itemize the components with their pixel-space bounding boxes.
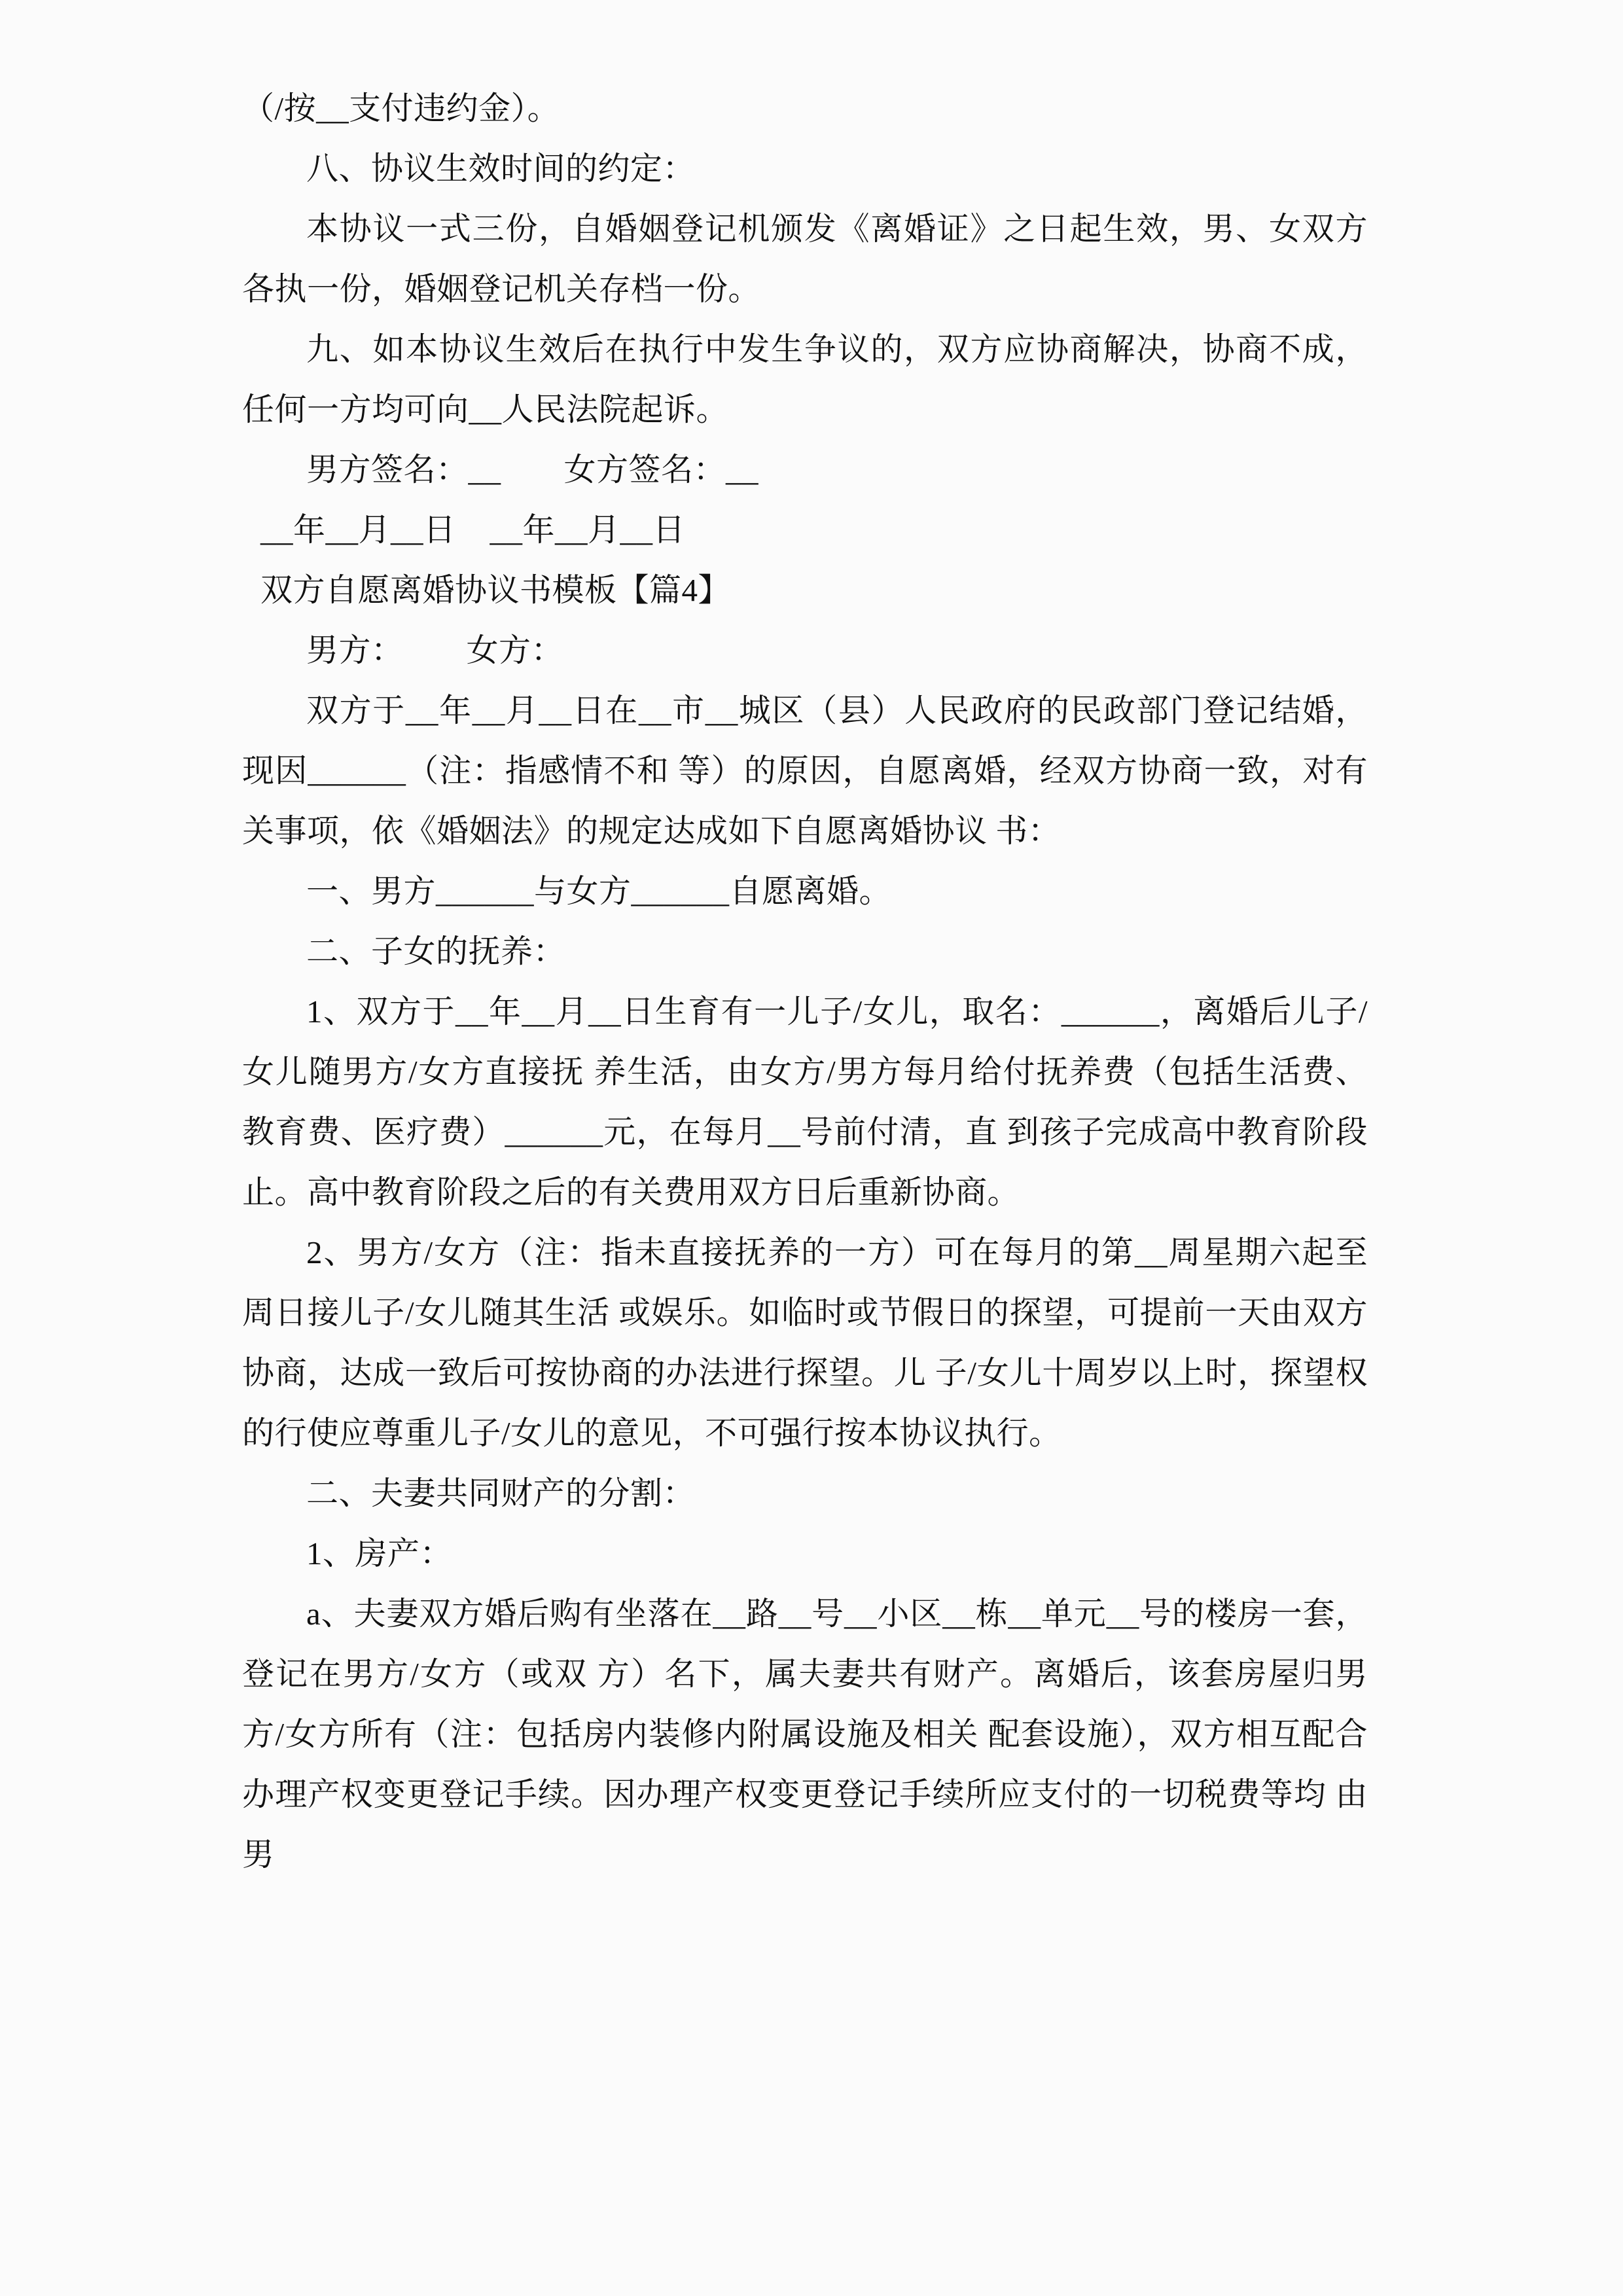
paragraph-item-1: 一、男方______与女方______自愿离婚。	[306, 873, 892, 909]
paragraph-preamble: 双方于__年__月__日在__市__城区（县）人民政府的民政部门登记结婚，现因______（注：指感情不和 等）的原因，自愿离婚，经双方协商一致，对有关事项，依《婚姻法》的规定达成如下自愿离婚协议 书：	[242, 692, 1368, 849]
paragraph-item-3-heading: 二、夫妻共同财产的分割：	[306, 1475, 696, 1511]
parties-line	[242, 620, 1368, 681]
paragraph-clause-8-heading: 八、协议生效时间的约定：	[306, 151, 696, 187]
paragraph-item-3-sub-1-a: a、夫妻双方婚后购有坐落在__路__号__小区__栋__单元__号的楼房一套，登记在男方/女方（或双 方）名下，属夫妻共有财产。离婚后，该套房屋归男方/女方所有（注：包括房内装修内附属设施及相关 配套设施），双方相互配合办理产权变更登记手续。因办理产权变更登记手续所应支付的一切税费等均 由男	[242, 1596, 1368, 1873]
paragraph-item-2-sub-1: 1、双方于__年__月__日生育有一儿子/女儿，取名：______，离婚后儿子/女儿随男方/女方直接抚 养生活，由女方/男方每月给付抚养费（包括生活费、教育费、医疗费）______元，在每月__号前付清，直 到孩子完成高中教育阶段止。高中教育阶段之后的有关费用双方日后重新协商。	[242, 994, 1368, 1210]
male-signature-label: 男方签名：__	[306, 452, 501, 488]
paragraph-item-2-heading: 二、子女的抚养：	[306, 933, 566, 969]
paragraph-item-3-sub-1: 1、房产：	[306, 1535, 453, 1571]
paragraph-clause-9-body: 九、如本协议生效后在执行中发生争议的，双方应协商解决，协商不成，任何一方均可向__人民法院起诉。	[242, 331, 1368, 427]
paragraph-penalty-clause: （/按__支付违约金）。	[242, 90, 560, 126]
male-party-label: 男方：	[306, 632, 404, 668]
template-title: 双方自愿离婚协议书模板【篇4】	[260, 572, 731, 608]
paragraph-clause-8-body: 本协议一式三份，自婚姻登记机颁发《离婚证》之日起生效，男、女双方各执一份，婚姻登记机关存档一份。	[242, 211, 1368, 307]
date-line	[242, 500, 1368, 560]
signature-line	[242, 440, 1368, 500]
female-date-field: __年__月__日	[490, 512, 686, 548]
female-signature-label: 女方签名：__	[563, 452, 759, 488]
paragraph-item-2-sub-2: 2、男方/女方（注：指未直接抚养的一方）可在每月的第__周星期六起至周日接儿子/女儿随其生活 或娱乐。如临时或节假日的探望，可提前一天由双方协商，达成一致后可按协商的办法进行探望。儿 子/女儿十周岁以上时，探望权的行使应尊重儿子/女儿的意见，不可强行按本协议执行。	[242, 1234, 1368, 1451]
male-date-field: __年__月__日	[260, 512, 456, 548]
document-body	[242, 79, 1368, 1885]
female-party-label: 女方：	[466, 632, 564, 668]
